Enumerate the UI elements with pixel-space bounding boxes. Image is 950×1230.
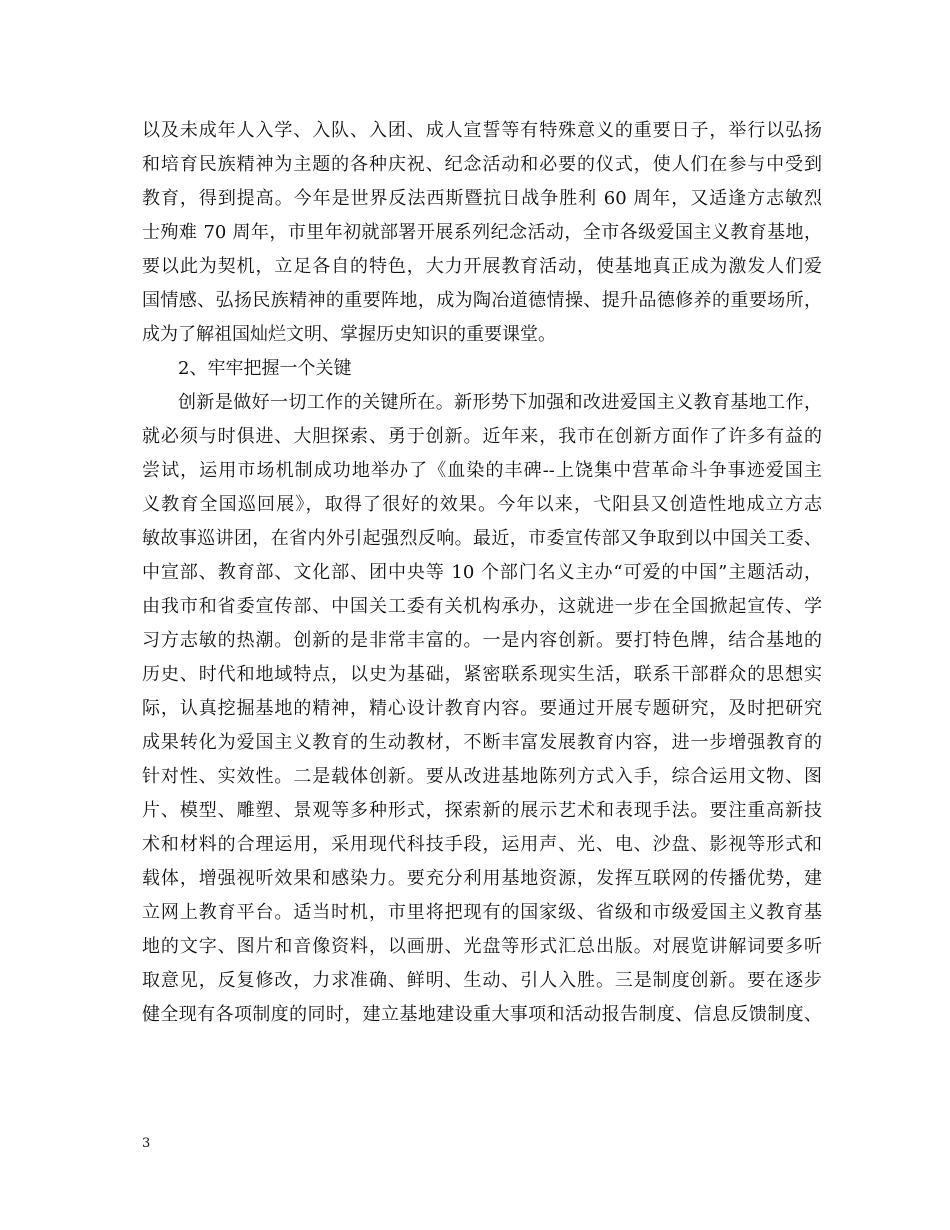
text-line: 要以此为契机，立足各自的特色，大力开展教育活动，使基地真正成为激发人们爱 [142, 256, 822, 277]
text-line: 教育，得到提高。今年是世界反法西斯暨抗日战争胜利 60 周年，又适逢方志敏烈 [142, 188, 822, 209]
text-line: 针对性、实效性。二是载体创新。要从改进基地陈列方式入手，综合运用文物、图 [142, 766, 822, 787]
text-line: 和培育民族精神为主题的各种庆祝、纪念活动和必要的仪式，使人们在参与中受到 [142, 154, 822, 175]
text-line: 中宣部、教育部、文化部、团中央等 10 个部门名义主办“可爱的中国”主题活动， [142, 562, 822, 583]
text-line: 以及未成年人入学、入队、入团、成人宣誓等有特殊意义的重要日子，举行以弘扬 [142, 120, 822, 141]
text-line: 由我市和省委宣传部、中国关工委有关机构承办，这就进一步在全国掀起宣传、学 [142, 596, 822, 617]
text-line: 义教育全国巡回展》，取得了很好的效果。今年以来，弋阳县又创造性地成立方志 [142, 494, 822, 515]
text-line: 术和材料的合理运用，采用现代科技手段，运用声、光、电、沙盘、影视等形式和 [142, 834, 822, 855]
text-line: 载体，增强视听效果和感染力。要充分利用基地资源，发挥互联网的传播优势，建 [142, 868, 822, 889]
text-line: 际，认真挖掘基地的精神，精心设计教育内容。要通过开展专题研究，及时把研究 [142, 698, 822, 719]
text-line: 取意见，反复修改，力求准确、鲜明、生动、引人入胜。三是制度创新。要在逐步 [142, 970, 822, 991]
text-line: 立网上教育平台。适当时机，市里将把现有的国家级、省级和市级爱国主义教育基 [142, 902, 822, 923]
text-line: 创新是做好一切工作的关键所在。新形势下加强和改进爱国主义教育基地工作， [178, 392, 822, 413]
page-number: 3 [142, 1136, 151, 1151]
text-line: 尝试，运用市场机制成功地举办了《血染的丰碑--上饶集中营革命斗争事迹爱国主 [142, 460, 822, 481]
text-line: 历史、时代和地域特点，以史为基础，紧密联系现实生活，联系干部群众的思想实 [142, 664, 822, 685]
text-line: 士殉难 70 周年，市里年初就部署开展系列纪念活动，全市各级爱国主义教育基地， [142, 222, 822, 243]
text-line: 成果转化为爱国主义教育的生动教材，不断丰富发展教育内容，进一步增强教育的 [142, 732, 822, 753]
section-heading: 2、牢牢把握一个关键 [178, 358, 352, 379]
text-line: 健全现有各项制度的同时，建立基地建设重大事项和活动报告制度、信息反馈制度、 [142, 1004, 822, 1025]
text-line: 敏故事巡讲团，在省内外引起强烈反响。最近，市委宣传部又争取到以中国关工委、 [142, 528, 822, 549]
body-text [142, 114, 822, 1032]
text-line: 国情感、弘扬民族精神的重要阵地，成为陶冶道德情操、提升品德修养的重要场所， [142, 290, 822, 311]
text-line: 成为了解祖国灿烂文明、掌握历史知识的重要课堂。 [142, 324, 556, 345]
text-line: 就必须与时俱进、大胆探索、勇于创新。近年来，我市在创新方面作了许多有益的 [142, 426, 822, 447]
text-line: 地的文字、图片和音像资料，以画册、光盘等形式汇总出版。对展览讲解词要多听 [142, 936, 822, 957]
text-line: 习方志敏的热潮。创新的是非常丰富的。一是内容创新。要打特色牌，结合基地的 [142, 630, 822, 651]
text-line: 片、模型、雕塑、景观等多种形式，探索新的展示艺术和表现手法。要注重高新技 [142, 800, 822, 821]
